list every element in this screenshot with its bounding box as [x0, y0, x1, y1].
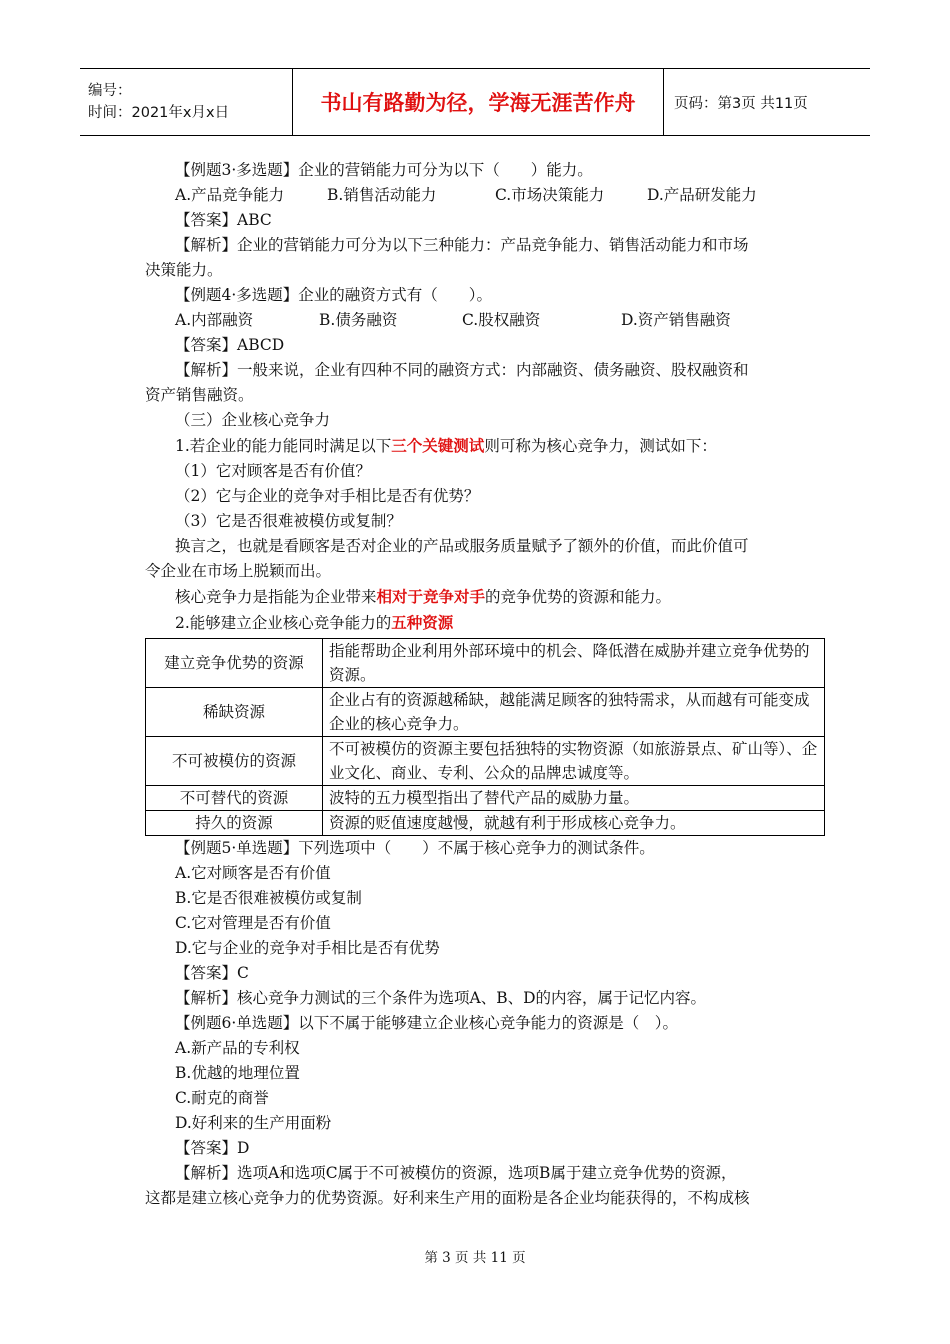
question-6-stem: 【例题6·单选题】以下不属于能够建立企业核心竞争能力的资源是（ ）。: [175, 1014, 679, 1032]
header-meta: [80, 69, 293, 136]
option: D.产品研发能力: [647, 186, 757, 204]
document-body: [145, 158, 825, 1211]
table-row: [146, 639, 825, 688]
option: A.内部融资: [175, 311, 254, 329]
question-3-answer: 【答案】ABC: [175, 211, 272, 229]
header-motto: 书山有路勤为径，学海无涯苦作舟: [293, 69, 664, 136]
option: D.它与企业的竞争对手相比是否有优势: [175, 939, 440, 957]
resource-name: 持久的资源: [146, 811, 323, 836]
resource-name: 建立竞争优势的资源: [146, 639, 323, 688]
resource-name: 不可替代的资源: [146, 786, 323, 811]
header-page-info: 页码：第3页 共11页: [664, 69, 871, 136]
table-row: [146, 811, 825, 836]
table-row: [146, 786, 825, 811]
question-5-analysis: 【解析】核心竞争力测试的三个条件为选项A、B、D的内容，属于记忆内容。: [175, 989, 707, 1007]
option: A.新产品的专利权: [175, 1039, 300, 1057]
question-5-answer: 【答案】C: [175, 964, 249, 982]
option: B.优越的地理位置: [175, 1064, 300, 1082]
resource-desc: 企业占有的资源越稀缺，越能满足顾客的独特需求，从而越有可能变成企业的核心竞争力。: [323, 688, 825, 737]
question-6-analysis-cont: 这都是建立核心竞争力的优势资源。好利来生产用的面粉是各企业均能获得的，不构成核: [145, 1189, 750, 1207]
question-4-options: [145, 308, 825, 333]
test-item: （2）它与企业的竞争对手相比是否有优势？: [175, 487, 480, 505]
document-number: 编号：: [88, 83, 132, 99]
resource-name: 不可被模仿的资源: [146, 737, 323, 786]
resource-desc: 资源的贬值速度越慢，就越有利于形成核心竞争力。: [323, 811, 825, 836]
question-6-analysis: 【解析】选项A和选项C属于不可被模仿的资源，选项B属于建立竞争优势的资源，: [175, 1164, 737, 1182]
option: A.产品竞争能力: [175, 186, 285, 204]
resources-table: [145, 638, 825, 836]
question-5-stem: 【例题5·单选题】下列选项中（ ）不属于核心竞争力的测试条件。: [175, 839, 655, 857]
question-6-answer: 【答案】D: [175, 1139, 250, 1157]
table-row: [146, 688, 825, 737]
paraphrase-paragraph-cont: 令企业在市场上脱颖而出。: [145, 562, 332, 580]
option: C.股权融资: [462, 311, 541, 329]
table-row: [146, 737, 825, 786]
core-competence-definition: 核心竞争力是指能为企业带来相对于竞争对手的竞争优势的资源和能力。: [175, 587, 672, 606]
option: D.资产销售融资: [621, 311, 731, 329]
question-3-options: [145, 183, 825, 208]
option: A.它对顾客是否有价值: [175, 864, 331, 882]
option: C.耐克的商誉: [175, 1089, 269, 1107]
page-header: [80, 68, 870, 136]
question-3-analysis-cont: 决策能力。: [145, 261, 223, 279]
question-4-answer: 【答案】ABCD: [175, 336, 285, 354]
document-date: 时间：2021年x月x日: [88, 105, 230, 121]
paraphrase-paragraph: 换言之，也就是看顾客是否对企业的产品或服务质量赋予了额外的价值，而此价值可: [175, 537, 749, 555]
option: B.它是否很难被模仿或复制: [175, 889, 362, 907]
five-resources-heading: 2.能够建立企业核心竞争能力的五种资源: [175, 613, 454, 632]
question-4-analysis-cont: 资产销售融资。: [145, 386, 254, 404]
question-4-stem: 【例题4·多选题】企业的融资方式有（ ）。: [175, 286, 493, 304]
question-3-stem: 【例题3·多选题】企业的营销能力可分为以下（ ）能力。: [175, 161, 593, 179]
resource-desc: 不可被模仿的资源主要包括独特的实物资源（如旅游景点、矿山等）、企业文化、商业、专利、公众的品牌忠诚度等。: [323, 737, 825, 786]
test-item: （3）它是否很难被模仿或复制？: [175, 512, 402, 530]
option: B.债务融资: [319, 311, 398, 329]
option: C.它对管理是否有价值: [175, 914, 331, 932]
question-3-analysis: 【解析】企业的营销能力可分为以下三种能力：产品竞争能力、销售活动能力和市场: [175, 236, 749, 254]
core-competence-intro: 1.若企业的能力能同时满足以下三个关键测试则可称为核心竞争力，测试如下：: [175, 436, 717, 455]
option: B.销售活动能力: [327, 186, 437, 204]
section-title: （三）企业核心竞争力: [175, 411, 331, 429]
option: D.好利来的生产用面粉: [175, 1114, 332, 1132]
page-footer: 第 3 页 共 11 页: [424, 1250, 526, 1266]
resource-desc: 指能帮助企业利用外部环境中的机会、降低潜在威胁并建立竞争优势的资源。: [323, 639, 825, 688]
resource-name: 稀缺资源: [146, 688, 323, 737]
test-item: （1）它对顾客是否有价值？: [175, 462, 371, 480]
resource-desc: 波特的五力模型指出了替代产品的威胁力量。: [323, 786, 825, 811]
question-4-analysis: 【解析】一般来说，企业有四种不同的融资方式：内部融资、债务融资、股权融资和: [175, 361, 749, 379]
option: C.市场决策能力: [495, 186, 605, 204]
